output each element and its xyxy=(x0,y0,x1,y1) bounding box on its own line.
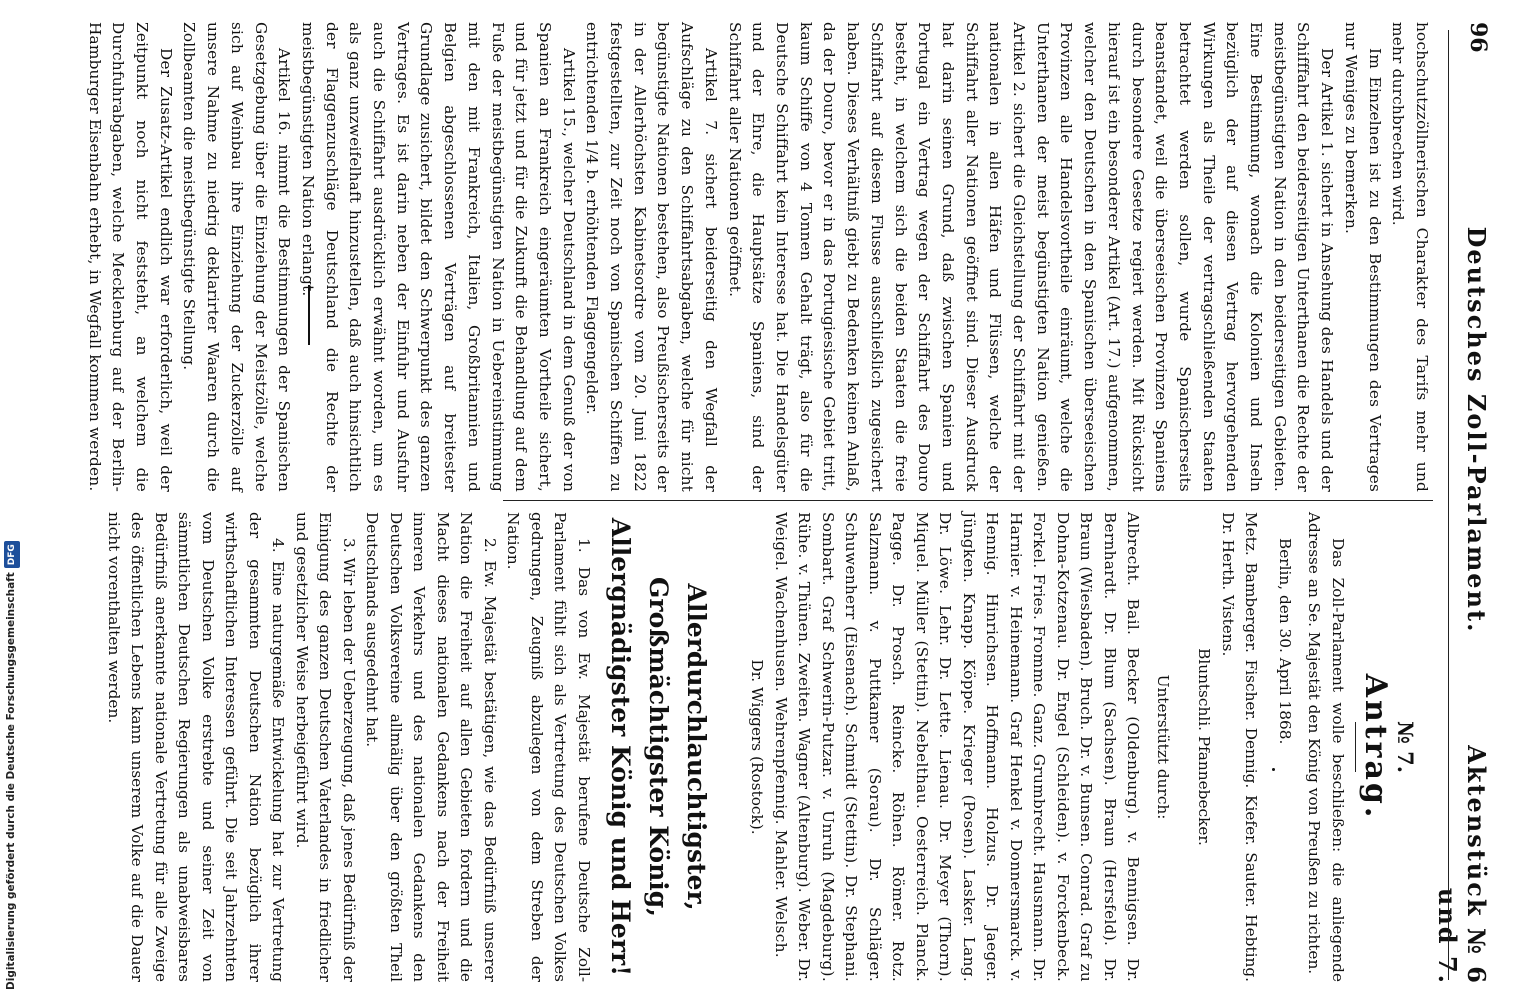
dateline: Berlin, den 30. April 1868. xyxy=(1276,538,1294,745)
newspaper-sheet xyxy=(75,0,1515,1000)
watermark xyxy=(3,0,23,1000)
paragraph: Der Zusatz-Artikel endlich war erforderlich, weil der Zeitpunkt noch nicht feststeht, an welchem die Durchfuhrabgaben, welche Mecklenburg auf der Berlin-Hamburger Eisenbahn erhebt, in Wegfall kommen werden. xyxy=(85,22,175,492)
margin-mark xyxy=(308,285,310,345)
address-paragraph: 2. Ew. Majestät bestätigen, wie das Bedürfniß unserer Nation die Freiheit auf allen Gebieten fordern und die Macht dieses nationalen Gedankens nach der Freiheit inneren Verkehrs und des nationalen Gedankens den Deutschen Volksvereine allmälig über den größten Theil Deutschlands ausgedehnt hat. xyxy=(363,512,499,982)
paragraph: Im Einzelnen ist zu den Bestimmungen des Vertrages nur Weniges zu bemerken. xyxy=(1341,22,1384,492)
dfg-logo-icon: DFG xyxy=(4,541,20,568)
address-paragraph: 4. Eine naturgemäße Entwickelung hat zur Vertretung der gesammten Deutschen Nation bezüglich ihrer wirthschaftlichen Interessen geführt. Die seit Jahrzehnten vom Deutschen Volke erstrebte und seiner Zeit von sämmtlichen Deutschen Regierungen als unabweisbares Bedürfniß anerkannte nationale Vertretung für alle Zweige des öffentlichen Lebens kann unserem Volke auf die Dauer nicht vorenthalten werden. xyxy=(105,512,288,982)
supported-by-label: Unterstützt durch: xyxy=(1154,674,1172,820)
signers: Metz. Bamberger. Fischer. Dennig. Kiefer. Sauter. Hebting. Dr. Herth. Vistens. xyxy=(1219,512,1261,982)
motion-text: Das Zoll-Parlament wolle beschließen: die anliegende Adresse an Se. Majestät den König von Preußen zu richten. xyxy=(1305,512,1347,982)
left-column xyxy=(85,22,1433,492)
watermark-text: Digitalisierung gefördert durch die Deutsche Forschungsgemeinschaft xyxy=(5,572,17,990)
last-supporter: Dr. Wiggers (Rostock). xyxy=(748,659,767,835)
scan-speck xyxy=(1272,768,1275,771)
address-paragraph: 3. Wir leben der Ueberzeugung, daß jenes Bedürfniß der Einigung des ganzen Deutschen Vaterlandes in friedlicher und gesetzlicher Weise herbeigeführt wird. xyxy=(293,512,358,982)
paragraph: Artikel 7. sichert beiderseitig den Wegfall der Aufschläge zu den Schiffahrtsabgaben, welche für nicht begünstigte Nationen bestehen, also Preußischerseits der in der Allerhöchsten Kabinetsordre vom 20. Juni 1822 festgestellten, zur Zeit noch von Spanischen Schiffen zu entrichtenden 1/4 b. erhöhtenden Flaggengelder. xyxy=(583,22,720,492)
right-column xyxy=(105,512,1433,982)
paragraph: hochschutzzöllnerischen Charakter des Tarifs mehr und mehr durchbrechen wird. xyxy=(1389,22,1431,492)
header-rule xyxy=(1448,30,1449,980)
signers-last: Bluntschli. Pfannebecker. xyxy=(1195,648,1214,846)
address-body xyxy=(102,512,596,982)
page-number: 96 xyxy=(1465,22,1491,53)
paragraph: Der Artikel 1. sichert in Ansehung des Handels und der Schifffahrt den beiderseitigen Unterthanen die Rechte der meistbegünstigten Nation in den beiderseitigen Gebieten. Eine Bestimmung, wonach die Kolonien und Inseln bezüglich der auf diesen Vertrag hervorgehenden Wirkungen als Theile der vertragschließenden Staaten betrachtet werden sollen, wurde Spanischerseits beanstandet, weil die überseeischen Provinzen Spaniens durch besondere Gesetze regiert werden. Mit Rücksicht hierauf ist ein besonderer Artikel (Art. 17.) aufgenommen, welcher den Deutschen in den Spanischen überseeischen Provinzen alle Handelsvortheile einräumt, welche die Unterthanen der meist begünstigten Nation genießen. Artikel 2. sichert die Gleichstellung der Schiffahrt mit der nationalen in allen Häfen und Flüssen, welche der Schiffahrt aller Nationen geöffnet sind. Dieser Ausdruck hat darin seinen Grund, daß zwischen Spanien und Portugal ein Vertrag wegen der Schiffahrt des Douro besteht, in welchem sich die beiden Staaten die freie Schiffahrt auf diesem Flusse ausschließlich zugesichert haben. Dieses Verhältniß giebt zu Bedenken keinen Anlaß, da der Douro, bevor er in das Portugiesische Gebiet tritt, kaum Schiffe von 4 Tonnen Gehalt trägt, also für die Deutsche Schiffahrt kein Interesse hat. Die Handelsgüter und der Ehre, die Hauptsätze Spaniens, sind der Schiffahrt aller Nationen geöffnet. xyxy=(725,22,1337,492)
supporters-list: Albrecht. Bail. Becker (Oldenburg). v. Bennigsen. Dr. Bernhardt. Dr. Blum (Sachsen). Braun (Hersfeld). Dr. Braun (Wiesbaden). Bruch. Dr. v. Bunsen. Conrad. Graf zu Dohna-Kotzenau. Dr. Engel (Schleiden). v. Forckenbeck. Forkel. Fries. Fromme. Ganz. Grumbrecht. Hausmann. Dr. Harnier. v. Heinemann. Graf Henkel v. Donnersmarck. v. Hennig. Hinrichsen. Hoffmann. Holzus. Dr. Jaeger. Jüngken. Knapp. Köppe. Krieger (Posen). Lasker. Lang. Dr. Löwe. Lehr. Dr. Lette. Lienau. Dr. Meyer (Thorn). Miquel. Müller (Stettin). Nebelthau. Oesterreich. Planck. Pagge. Dr. Prosch. Reincke. Röhen. Römer. Rotz. Salzmann. v. Puttkamer (Sorau). Dr. Schläger. Schuwenherr (Eisenach). Schmidt (Stettin). Dr. Stephani. Sombart. Graf Schwerin-Putzar. v. Unruh (Magdeburg). Rühe. v. Thünen. Zweiten. Wagner (Altenburg). Weber. Dr. Weigel. Wachenhusen. Wehrenpfennig. Mahler. Welsch. xyxy=(772,512,1143,982)
paragraph: Artikel 15., welcher Deutschland in dem Genuß der von Spanien an Frankreich eingeräumten Vortheile sichert, und für jetzt und für die Zukunft die Behandlung auf dem Fuße der meistbegünstigten Nation in Uebereinstimmung mit den mit Frankreich, Italien, Großbritannien und Belgien abgeschlossenen Verträgen auf breitester Grundlage zusichert, bildet den Schwerpunkt des ganzen Vertrages. Es ist darin neben der Einfuhr und Ausfuhr auch die Schiffahrt ausdrücklich erwähnt worden, um es als ganz unzweifelhaft hinzustellen, daß auch hinsichtlich der Flaggenzuschläge Deutschland die Rechte der meistbegünstigten Nation erlangt. xyxy=(298,22,578,492)
antrag-title: Antrag. xyxy=(1358,673,1394,821)
document-label: Aktenstück № 6 und 7. xyxy=(1433,745,1491,985)
address-paragraph: 1. Das von Ew. Majestät berufene Deutsche Zoll-Parlament fühlt sich als Vertretung des Deutschen Volkes gedrungen, Zeugniß abzulegen von dem Streben der Nation. xyxy=(504,512,593,982)
column-divider xyxy=(503,500,1433,501)
paragraph: Artikel 16. nimmt die Bestimmungen der Spanischen Gesetzgebung über die Einziehung der Meistzölle, welche sich auf Weinbau ihre Einziehung der Zuckerzölle auf unsere Nahme zu niedrig deklarirter Waaren durch die Zollbeamten die meistbegünstigte Stellung. xyxy=(180,22,294,492)
address-heading: Allerdurchlauchtigster, Großmächtigster König, Allergnädigster König und Herr! xyxy=(606,517,711,977)
short-rule xyxy=(1355,722,1356,772)
antrag-number: № 7. xyxy=(1393,720,1418,774)
running-head: Deutsches Zoll-Parlament. xyxy=(1462,226,1491,634)
